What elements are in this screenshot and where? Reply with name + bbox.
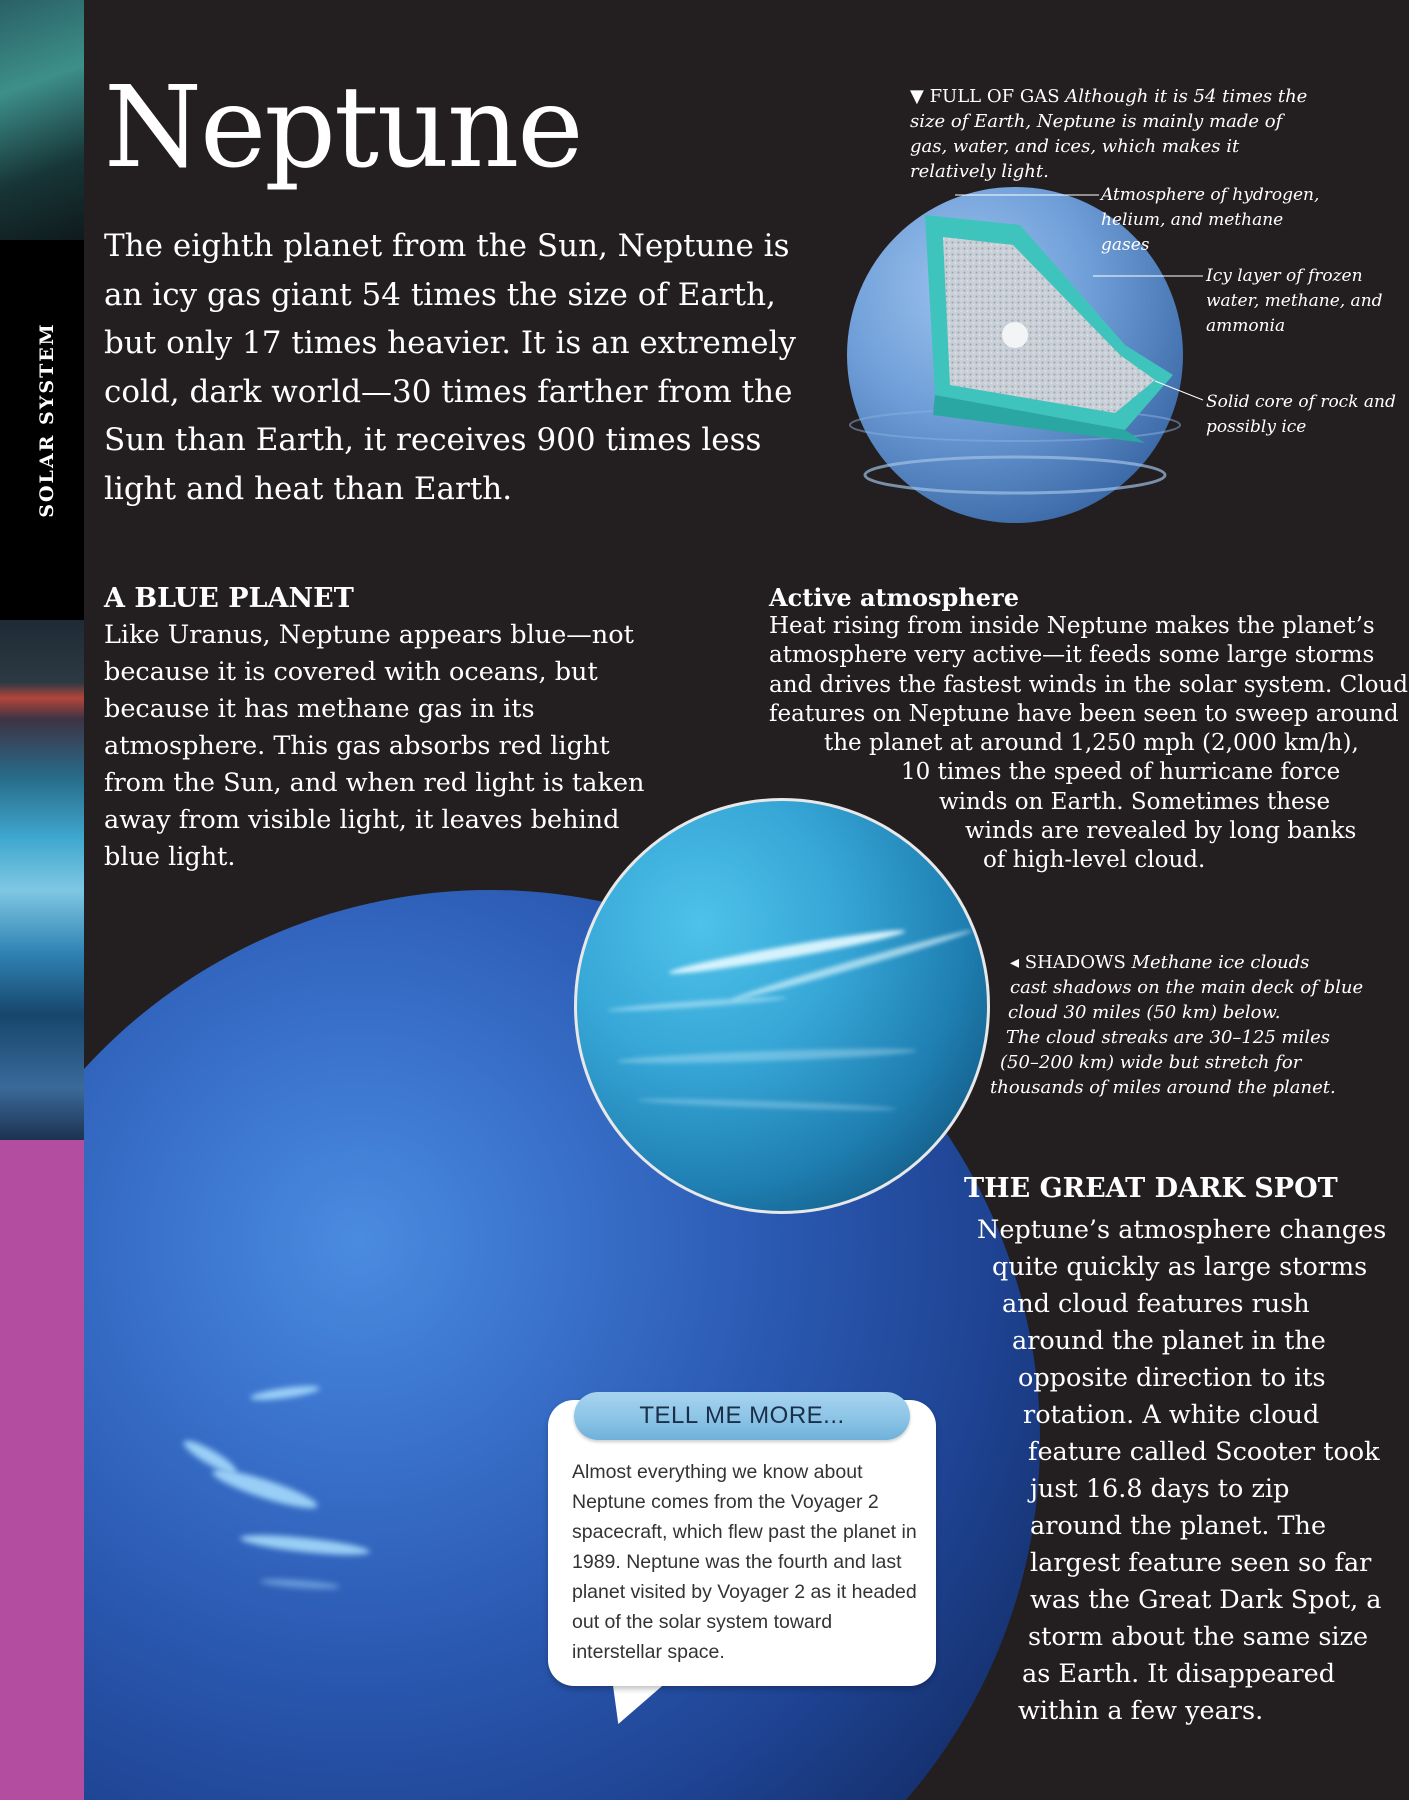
strip-image-middle bbox=[0, 620, 84, 1140]
great-dark-spot-text bbox=[960, 1212, 1400, 1730]
text-line: features on Neptune have been seen to sweep around bbox=[769, 700, 1399, 727]
text-line: Heat rising from inside Neptune makes the planet’s bbox=[769, 613, 1375, 639]
label-core: Solid core of rock and possibly ice bbox=[1206, 392, 1396, 437]
text-line: storm about the same size bbox=[1028, 1622, 1369, 1652]
text-line: the planet at around 1,250 mph (2,000 km/h), bbox=[824, 730, 1359, 757]
text-line: largest feature seen so far bbox=[1030, 1548, 1372, 1578]
label-icy-layer: Icy layer of frozen water, methane, and ammonia bbox=[1206, 266, 1383, 336]
cutaway-caption-lead: ▼ FULL OF GAS bbox=[910, 86, 1060, 107]
text-line: was the Great Dark Spot, a bbox=[1030, 1585, 1382, 1615]
text-line: quite quickly as large storms bbox=[992, 1252, 1368, 1282]
text-line: opposite direction to its bbox=[1018, 1363, 1326, 1393]
cutaway-caption bbox=[910, 84, 1310, 184]
text-line: thousands of miles around the planet. bbox=[990, 1077, 1336, 1098]
cloud-streak bbox=[260, 1577, 340, 1591]
cutaway-caption-body: Although it is 54 times the size of Earth, Neptune is mainly made of gas, water, and ices, which makes it relatively light. bbox=[910, 86, 1308, 182]
cutaway-inner-core bbox=[1002, 322, 1028, 348]
active-atmosphere-heading: Active atmosphere bbox=[769, 583, 1019, 612]
category-strip bbox=[0, 0, 84, 1800]
text-line: The cloud streaks are 30–125 miles bbox=[1006, 1027, 1330, 1048]
page-title: Neptune bbox=[104, 63, 582, 193]
cloud-shadows-photo bbox=[574, 798, 990, 1214]
text-line: feature called Scooter took bbox=[1028, 1437, 1380, 1467]
text-line: of high-level cloud. bbox=[983, 847, 1206, 874]
text-line: (50–200 km) wide but stretch for bbox=[1000, 1052, 1302, 1073]
strip-color-band bbox=[0, 1140, 84, 1800]
shadows-caption bbox=[990, 950, 1364, 1100]
text-line: atmosphere very active—it feeds some large storms bbox=[769, 642, 1375, 669]
cloud-streak bbox=[240, 1531, 371, 1559]
text-line: as Earth. It disappeared bbox=[1022, 1659, 1336, 1689]
text-line: and cloud features rush bbox=[1002, 1289, 1310, 1319]
text-line: rotation. A white cloud bbox=[1023, 1400, 1320, 1430]
section-label: SOLAR SYSTEM bbox=[36, 322, 58, 518]
shadows-caption-lead: ◂ SHADOWS bbox=[1010, 952, 1126, 973]
cloud-streak bbox=[607, 995, 787, 1014]
tell-me-more-text: Almost everything we know about Neptune comes from the Voyager 2 spacecraft, which flew past the planet in 1989. Neptune was the fourth and last planet visited by Voyager 2 as it headed out of the solar system toward interstellar space. bbox=[572, 1461, 917, 1663]
cloud-streak bbox=[617, 1046, 917, 1066]
shadows-caption-text: Methane ice clouds bbox=[1131, 952, 1310, 973]
text-line bbox=[1010, 950, 1350, 975]
tell-me-more-header bbox=[574, 1392, 910, 1440]
label-atmosphere: Atmosphere of hydrogen, helium, and methane gases bbox=[1101, 185, 1320, 255]
blue-planet-heading: A BLUE PLANET bbox=[104, 583, 354, 614]
tell-me-more-title: TELL ME MORE... bbox=[639, 1402, 845, 1429]
intro-paragraph: The eighth planet from the Sun, Neptune is an icy gas giant 54 times the size of Earth, but only 17 times heavier. It is an extremely cold, dark world—30 times farther from the Sun than Earth, it receives 900 times less light and heat than Earth. bbox=[104, 228, 797, 507]
text-line: 10 times the speed of hurricane force bbox=[901, 759, 1341, 786]
great-dark-spot-heading: THE GREAT DARK SPOT bbox=[964, 1173, 1338, 1204]
text-line: Neptune’s atmosphere changes bbox=[977, 1215, 1387, 1245]
text-line: cloud 30 miles (50 km) below. bbox=[1008, 1002, 1281, 1023]
cloud-streak bbox=[250, 1383, 321, 1403]
strip-image-top bbox=[0, 0, 84, 240]
text-line: just 16.8 days to zip bbox=[1030, 1474, 1290, 1504]
text-line: cast shadows on the main deck of blue bbox=[1010, 977, 1364, 998]
cloud-streak bbox=[210, 1463, 320, 1514]
cloud-streak bbox=[668, 925, 906, 978]
cloud-streak bbox=[637, 1096, 897, 1112]
text-line: within a few years. bbox=[1018, 1696, 1264, 1726]
text-line: winds are revealed by long banks bbox=[965, 818, 1357, 845]
text-line: around the planet. The bbox=[1030, 1511, 1327, 1541]
blue-planet-text: Like Uranus, Neptune appears blue—not because it is covered with oceans, but because it has methane gas in its atmosphere. This gas absorbs red light from the Sun, and when red light is taken away from visible light, it leaves behind blue light. bbox=[104, 620, 645, 872]
text-line: winds on Earth. Sometimes these bbox=[939, 788, 1331, 815]
text-line: and drives the fastest winds in the solar system. Cloud bbox=[769, 671, 1408, 698]
text-line: around the planet in the bbox=[1012, 1326, 1326, 1356]
